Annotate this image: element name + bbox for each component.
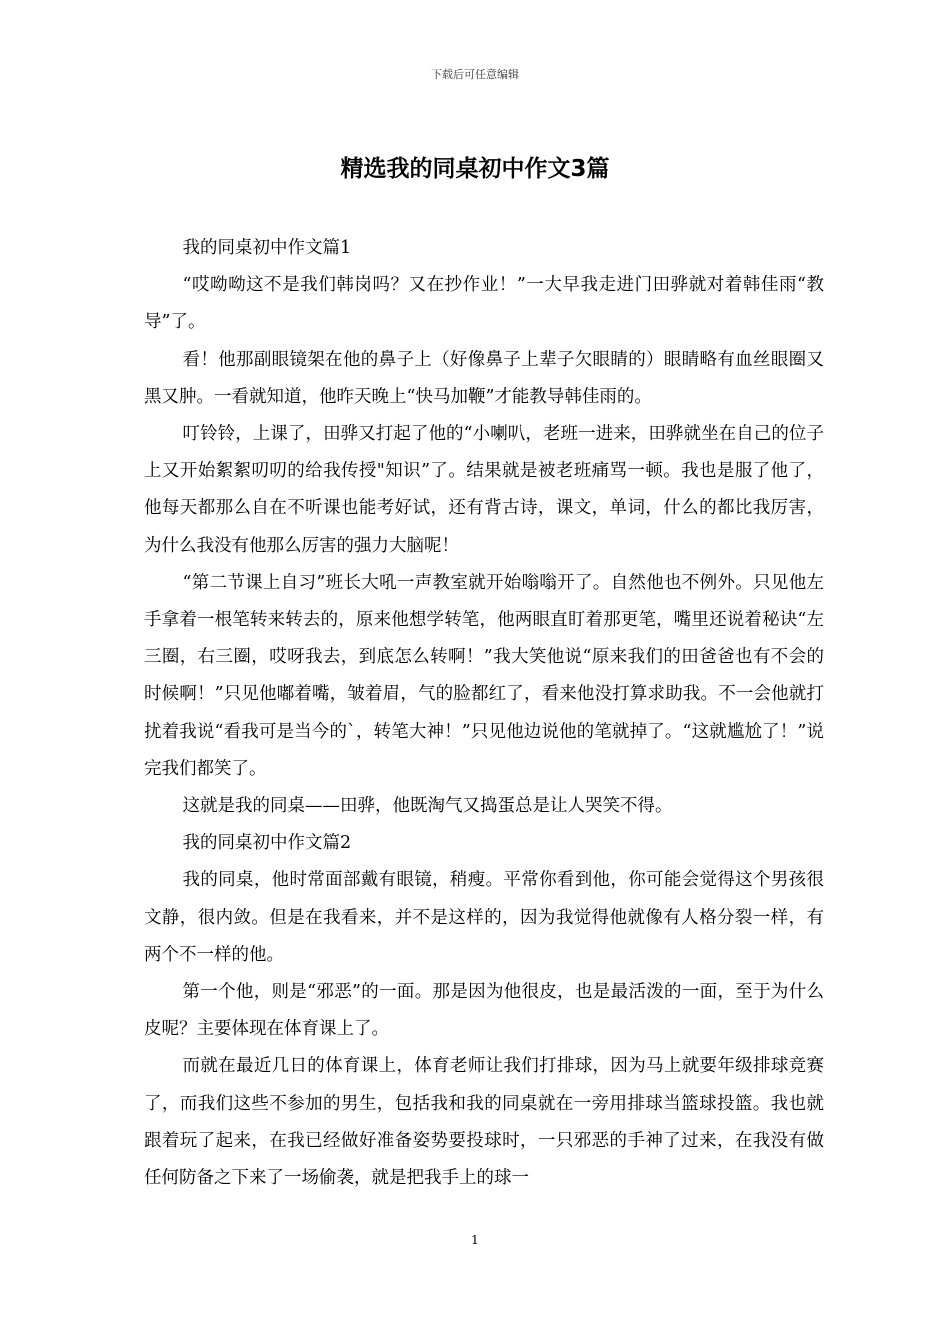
running-header: 下载后可任意编辑 xyxy=(431,68,519,81)
section-heading: 我的同桌初中作文篇1 xyxy=(182,238,352,258)
paragraph: 这就是我的同桌——田骅，他既淘气又捣蛋总是让人哭笑不得。 xyxy=(182,796,673,817)
document-title: 精选我的同桌初中作文3篇 xyxy=(340,156,610,182)
paragraph: 第一个他，则是“邪恶”的一面。那是因为他很皮，也是最活泼的一面，至于为什么皮呢？主要体现在体育课上了。 xyxy=(144,982,824,1040)
paragraph: 我的同桌，他时常面部戴有眼镜，稍瘦。平常你看到他，你可能会觉得这个男孩很文静，很内敛。但是在我看来，并不是这样的，因为我觉得他就像有人格分裂一样，有两个不一样的他。 xyxy=(144,870,824,965)
paragraph: 而就在最近几日的体育课上，体育老师让我们打排球，因为马上就要年级排球竞赛了，而我们这些不参加的男生，包括我和我的同桌就在一旁用排球当篮球投篮。我也就跟着玩了起来，在我已经做好准备姿势要投球时，一只邪恶的手神了过来，在我没有做任何防备之下来了一场偷袭，就是把我手上的球一 xyxy=(144,1056,824,1189)
paragraph: 叮铃铃，上课了，田骅又打起了他的“小喇叭，老班一进来，田骅就坐在自己的位子上又开始絮絮叨叨的给我传授"知识”了。结果就是被老班痛骂一顿。我也是服了他了，他每天都那么自在不听课也能考好试，还有背古诗，课文，单词，什么的都比我厉害，为什么我没有他那么厉害的强力大脑呢！ xyxy=(144,424,824,556)
paragraph: 看！他那副眼镜架在他的鼻子上（好像鼻子上辈子欠眼睛的）眼睛略有血丝眼圈又黑又肿。一看就知道，他昨天晚上“快马加鞭”才能教导韩佳雨的。 xyxy=(144,349,824,407)
paragraph: “哎呦呦这不是我们韩岗吗？又在抄作业！”一大早我走进门田骅就对着韩佳雨“教导”了。 xyxy=(144,275,824,333)
document-body xyxy=(144,230,824,1197)
section-heading: 我的同桌初中作文篇2 xyxy=(182,833,352,854)
page-number: 1 xyxy=(471,1233,479,1247)
paragraph: “第二节课上自习”班长大吼一声教室就开始嗡嗡开了。自然他也不例外。只见他左手拿着一根笔转来转去的，原来他想学转笔，他两眼直盯着那更笔，嘴里还说着秘诀“左三圈，右三圈，哎呀我去，到底怎么转啊！”我大笑他说“原来我们的田爸爸也有不会的时候啊！”只见他嘟着嘴，皱着眉，气的脸都红了，看来他没打算求助我。不一会他就打扰着我说“看我可是当今的`，转笔大神！”只见他边说他的笔就掉了。“这就尴尬了！”说完我们都笑了。 xyxy=(144,572,824,779)
